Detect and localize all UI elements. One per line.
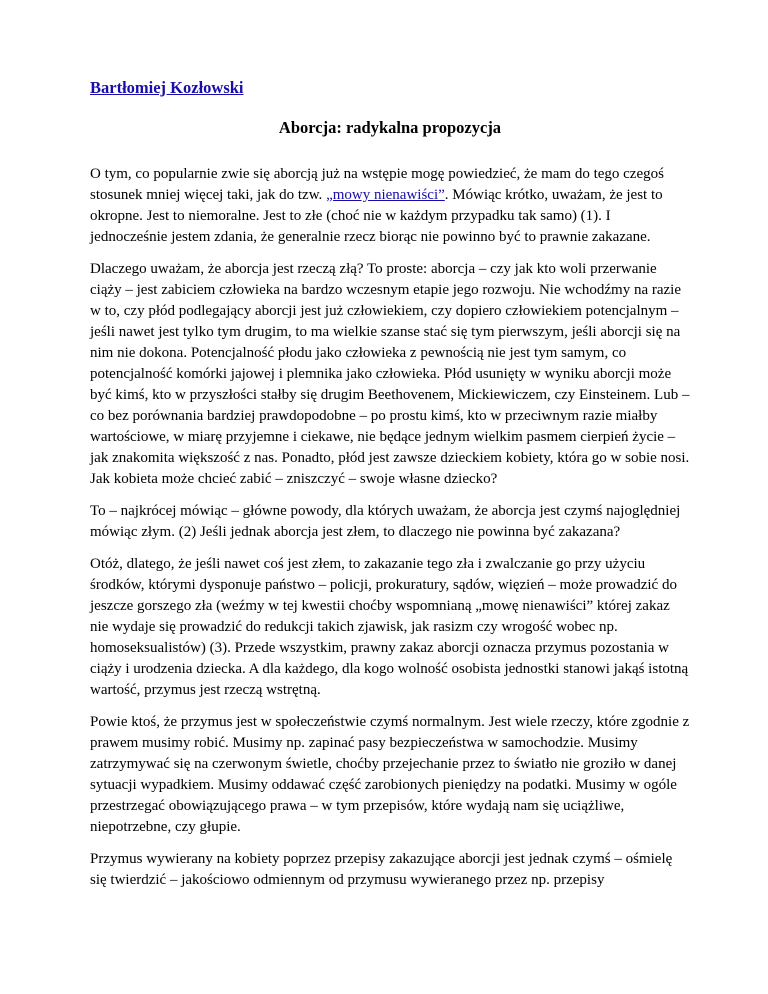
document-page	[90, 78, 690, 891]
paragraph-1-text-after: . Mówiąc krótko, uważam, że jest to okropne. Jest to niemoralne. Jest to złe (choć nie w każdym przypadku tak samo) (1). I jednocześnie jestem zdania, że generalnie rzecz biorąc nie powinno być to prawnie zakazane.	[90, 187, 663, 245]
paragraph-1	[90, 164, 690, 248]
paragraph-3: To – najkrócej mówiąc – główne powody, dla których uważam, że aborcja jest czymś najoględniej mówiąc złym. (2) Jeśli jednak aborcja jest złem, to dlaczego nie powinna być zakazana?	[90, 503, 681, 540]
paragraph-4: Otóż, dlatego, że jeśli nawet coś jest złem, to zakazanie tego zła i zwalczanie go przy użyciu środków, którymi dysponuje państwo – policji, prokuratury, sądów, więzień – może prowadzić do jeszcze gorszego zła (weźmy w tej kwestii choćby wspomnianą „mowę nienawiści” której zakaz nie wydaje się prowadzić do redukcji takich zjawisk, jak rasizm czy wrogość wobec np. homoseksualistów) (3). Przede wszystkim, prawny zakaz aborcji oznacza przymus pozostania w ciąży i urodzenia dziecka. A dla każdego, dla kogo wolność osobista jednostki stanowi jakąś istotną wartość, przymus jest rzeczą wstrętną.	[90, 556, 689, 698]
paragraph-1-text-before: O tym, co popularnie zwie się aborcją już na wstępie mogę powiedzieć, że mam do tego czegoś stosunek mniej więcej taki, jak do tzw.	[90, 166, 664, 203]
author-link[interactable]: Bartłomiej Kozłowski	[90, 78, 244, 97]
paragraph-5: Powie ktoś, że przymus jest w społeczeństwie czymś normalnym. Jest wiele rzeczy, które zgodnie z prawem musimy robić. Musimy np. zapinać pasy bezpieczeństwa w samochodzie. Musimy zatrzymywać się na czerwonym świetle, choćby przejechanie przez to światło nie groziło w danej sytuacji wypadkiem. Musimy oddawać część zarobionych pieniędzy na podatki. Musimy w ogóle przestrzegać obowiązującego prawa – w tym przepisów, które wydają nam się uciążliwe, niepotrzebne, czy głupie.	[90, 714, 690, 835]
document-title: Aborcja: radykalna propozycja	[278, 118, 502, 137]
paragraph-2: Dlaczego uważam, że aborcja jest rzeczą złą? To proste: aborcja – czy jak kto woli przerwanie ciąży – jest zabiciem człowieka na bardzo wczesnym etapie jego rozwoju. Nie wchodźmy na razie w to, czy płód podlegający aborcji jest już człowiekiem, czy dopiero człowiekiem potencjalnym – jeśli nawet jest tylko tym drugim, to ma wielkie szanse stać się tym pierwszym, jeśli aborcji się na nim nie dokona. Potencjalność płodu jako człowieka z pewnością nie jest tym samym, co potencjalność komórki jajowej i plemnika jako człowieka. Płód usunięty w wyniku aborcji może być kimś, kto w przyszłości stałby się drugim Beethovenem, Mickiewiczem, czy Einsteinem. Lub – co bez porównania bardziej prawdopodobne – po prostu kimś, kto w przeciwnym razie miałby wartościowe, w miarę przyjemne i ciekawe, nie będące jednym wielkim pasmem cierpień życie – jak znakomita większość z nas. Ponadto, płód jest zawsze dzieckiem kobiety, która go w sobie nosi. Jak kobieta może chcieć zabić – zniszczyć – swoje własne dziecko?	[90, 261, 690, 487]
paragraph-6: Przymus wywierany na kobiety poprzez przepisy zakazujące aborcji jest jednak czymś – ośmielę się twierdzić – jakościowo odmiennym od przymusu wywieranego przez np. przepisy	[90, 851, 673, 888]
hate-speech-link[interactable]: „mowy nienawiści”	[326, 187, 445, 203]
